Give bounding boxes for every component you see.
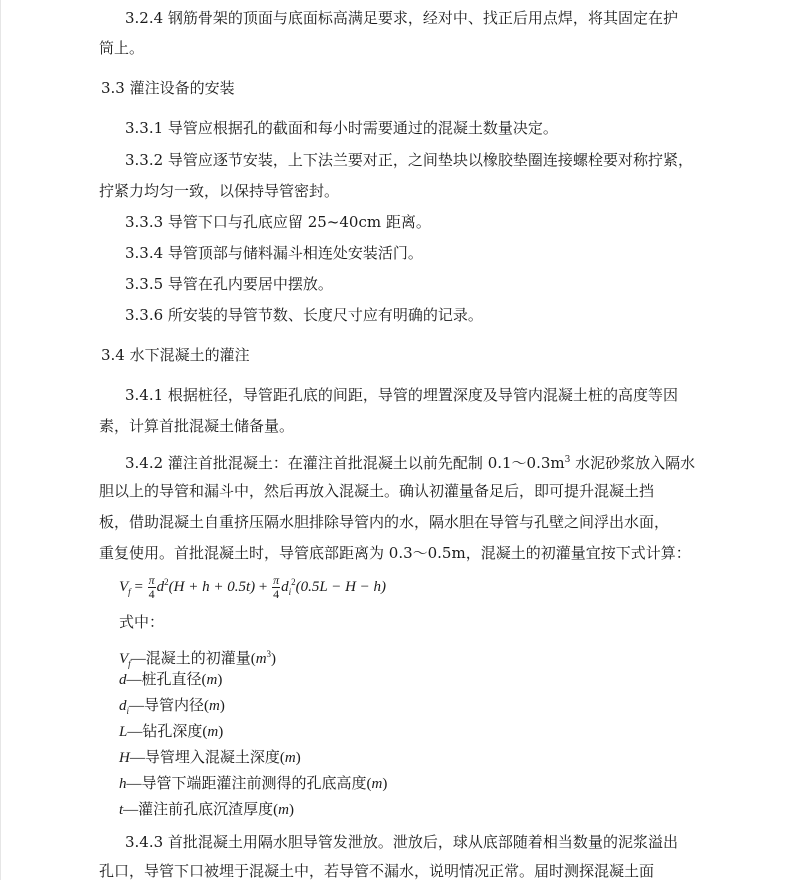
definition-symbol: L bbox=[119, 724, 128, 740]
definition-5 bbox=[119, 774, 387, 794]
paragraph-3-3-5: 3.3.5 导管在孔内要居中摆放。 bbox=[125, 275, 333, 293]
formula-plus: + bbox=[255, 579, 272, 595]
definition-subscript: f bbox=[128, 659, 131, 669]
paragraph-3-3-2-line2: 拧紧力均匀一致，以保持导管密封。 bbox=[99, 182, 340, 200]
paragraph-3-4-2-text-b: 水泥砂浆放入隔水 bbox=[570, 454, 696, 472]
definition-symbol: H bbox=[119, 750, 130, 766]
formula-term1-var: d bbox=[156, 579, 165, 595]
definition-close: ) bbox=[295, 750, 301, 766]
cubic-superscript: 3 bbox=[564, 455, 571, 465]
paragraph-3-4-2-line4: 重复使用。首批混凝土时，导管底部距离为 0.3～0.5m，混凝土的初灌量宜按下式计算： bbox=[99, 544, 691, 562]
initial-pour-formula bbox=[119, 570, 386, 604]
formula-four-1: 4 bbox=[148, 587, 155, 602]
definition-4 bbox=[119, 748, 301, 768]
formula-equals: = bbox=[130, 579, 147, 595]
formula-term2-sup: 2 bbox=[291, 577, 296, 587]
paragraph-3-4-2-line3: 板，借助混凝土自重挤压隔水胆排除导管内的水，隔水胆在导管与孔壁之间浮出水面， bbox=[99, 513, 670, 531]
definition-text: —导管内径( bbox=[129, 698, 210, 714]
paragraph-3-4-3-line2: 孔口，导管下口被埋于混凝土中，若导管不漏水，说明情况正常。届时测探混凝土面 bbox=[99, 862, 655, 880]
formula-four-2: 4 bbox=[273, 587, 280, 602]
definition-symbol: t bbox=[119, 802, 124, 818]
paragraph-3-3-6: 3.3.6 所安装的导管节数、长度尺寸应有明确的记录。 bbox=[125, 306, 483, 324]
formula-pi-over-four-2 bbox=[272, 574, 280, 601]
definition-3 bbox=[119, 722, 223, 742]
section-heading-3-4: 3.4 水下混凝土的灌注 bbox=[101, 346, 250, 364]
formula-term2-sub: i bbox=[288, 587, 292, 597]
formula-term2-paren: (0.5L − H − h) bbox=[295, 579, 387, 595]
formula-pi-1: π bbox=[148, 573, 155, 588]
definition-symbol: V bbox=[119, 651, 129, 667]
definition-text: —灌注前孔底沉渣厚度( bbox=[123, 802, 279, 818]
definition-symbol: d bbox=[119, 672, 127, 688]
definition-symbol: d bbox=[119, 698, 127, 714]
definition-text: —混凝土的初灌量( bbox=[130, 651, 256, 667]
definition-subscript: i bbox=[126, 706, 130, 716]
definition-text: —导管下端距灌注前测得的孔底高度( bbox=[126, 776, 372, 792]
formula-term1-sup: 2 bbox=[164, 577, 169, 587]
definition-unit: m bbox=[284, 750, 296, 766]
formula-lhs-var: V bbox=[119, 579, 129, 595]
definition-unit: m bbox=[278, 802, 290, 818]
formula-label: 式中： bbox=[119, 613, 165, 631]
formula-term2-var: d bbox=[281, 579, 289, 595]
paragraph-3-3-3: 3.3.3 导管下口与孔底应留 25~40cm 距离。 bbox=[125, 213, 431, 231]
definition-close: ) bbox=[382, 776, 388, 792]
definition-text: —导管埋入混凝土深度( bbox=[129, 750, 285, 766]
definition-close: ) bbox=[218, 724, 224, 740]
paragraph-3-3-2-line1: 3.3.2 导管应逐节安装，上下法兰要对正，之间垫块以橡胶垫圈连接螺栓要对称拧紧， bbox=[125, 151, 693, 169]
definition-unit: m bbox=[207, 724, 219, 740]
definition-1 bbox=[119, 670, 222, 690]
paragraph-3-2-4-line2: 筒上。 bbox=[99, 39, 145, 57]
definition-text: —钻孔深度( bbox=[127, 724, 208, 740]
paragraph-3-2-4-line1: 3.2.4 钢筋骨架的顶面与底面标高满足要求，经对中、找正后用点焊，将其固定在护 bbox=[125, 9, 678, 27]
definition-close: ) bbox=[219, 698, 225, 714]
paragraph-3-4-2-line2: 胆以上的导管和漏斗中，然后再放入混凝土。确认初灌量备足后，即可提升混凝土挡 bbox=[99, 482, 655, 500]
section-heading-3-3: 3.3 灌注设备的安装 bbox=[101, 79, 235, 97]
definition-symbol: h bbox=[119, 776, 127, 792]
paragraph-3-3-4: 3.3.4 导管顶部与储料漏斗相连处安装活门。 bbox=[125, 244, 423, 262]
paragraph-3-4-1-line1: 3.4.1 根据桩径，导管距孔底的间距，导管的埋置深度及导管内混凝土桩的高度等因 bbox=[125, 386, 678, 404]
formula-pi-2: π bbox=[273, 573, 280, 588]
paragraph-3-4-2-text-a: 3.4.2 灌注首批混凝土：在灌注首批混凝土以前先配制 0.1～0.3m bbox=[125, 454, 565, 472]
paragraph-3-4-2-line1 bbox=[125, 450, 695, 473]
paragraph-3-4-3-line1: 3.4.3 首批混凝土用隔水胆导管发泄放。泄放后，球从底部随着相当数量的泥浆溢出 bbox=[125, 833, 678, 851]
definition-unit: m bbox=[209, 698, 220, 714]
definition-close: ) bbox=[217, 672, 223, 688]
formula-term1-paren: (H + h + 0.5t) bbox=[168, 579, 256, 595]
definition-close: ) bbox=[289, 802, 295, 818]
definition-unit-sup: 3 bbox=[266, 649, 272, 659]
definition-text: —桩孔直径( bbox=[126, 672, 207, 688]
definition-unit: m bbox=[206, 672, 218, 688]
definition-2 bbox=[119, 696, 225, 721]
definition-unit: m bbox=[371, 776, 383, 792]
formula-pi-over-four-1 bbox=[148, 574, 156, 601]
paragraph-3-4-1-line2: 素，计算首批混凝土储备量。 bbox=[99, 417, 295, 435]
definition-close: ) bbox=[271, 651, 277, 667]
formula-lhs-sub: f bbox=[128, 587, 131, 597]
paragraph-3-3-1: 3.3.1 导管应根据孔的截面和每小时需要通过的混凝土数量决定。 bbox=[125, 119, 558, 137]
definition-6 bbox=[119, 800, 294, 820]
definition-unit: m bbox=[255, 651, 267, 667]
